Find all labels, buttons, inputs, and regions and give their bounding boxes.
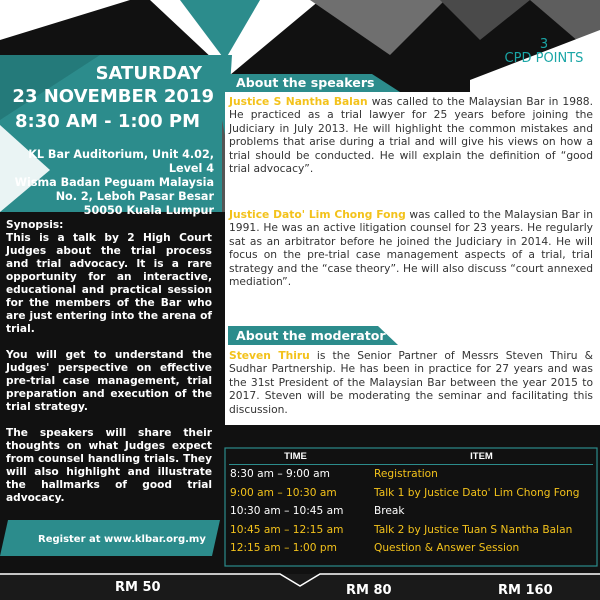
schedule-time: 10:45 am – 12:15 am	[230, 523, 344, 536]
schedule-row	[225, 465, 597, 484]
synopsis-text: This is a talk by 2 High Court Judges about the trial process and trial advocacy. It is a rare opportunity for an interactive, educational and practical session for the members of the Bar who are just entering into the arena of trial.	[6, 232, 212, 335]
schedule-table	[225, 448, 597, 558]
speaker-2-bio	[229, 208, 593, 288]
moderator-bio	[229, 349, 593, 416]
price-3: RM 160	[498, 583, 553, 598]
speaker-1-bio	[229, 95, 593, 175]
schedule-row	[225, 502, 597, 521]
event-day: SATURDAY	[95, 63, 202, 84]
moderator-heading: About the moderator	[236, 328, 386, 343]
speaker-2-text: was called to the Malaysian Bar in 1991. He was an active litigation counsel for 23 years. He regularly sat as an arbitrator before he joined the Judiciary in 2014. He will focus on the pre-trial case management aspects of a trial, trial strategy and the “case theory”. He will also discuss “court annexed mediation”.	[229, 208, 594, 289]
schedule-time: 12:15 am – 1:00 pm	[230, 542, 337, 555]
schedule-row	[225, 521, 597, 540]
speaker-1-name: Justice S Nantha Balan	[229, 95, 368, 108]
price-2: RM 80	[346, 583, 392, 598]
schedule-time: 9:00 am – 10:30 am	[230, 486, 337, 499]
cpd-label: CPD POINTS	[504, 51, 584, 66]
speaker-2-name: Justice Dato' Lim Chong Fong	[229, 208, 406, 221]
register-link[interactable]: Register at www.klbar.org.my	[38, 534, 206, 545]
schedule-item: Question & Answer Session	[374, 542, 520, 555]
schedule-row	[225, 484, 597, 503]
venue-line: Wisma Badan Peguam Malaysia	[14, 176, 214, 189]
synopsis-text: You will get to understand the Judges' perspective on effective pre-trial case management, trial preparation and execution of the trial strategy.	[6, 349, 212, 413]
synopsis-heading: Synopsis:	[6, 219, 64, 231]
event-date: 23 NOVEMBER 2019	[12, 86, 214, 107]
schedule-time: 8:30 am – 9:00 am	[230, 468, 330, 481]
venue-line: No. 2, Leboh Pasar Besar	[55, 190, 214, 203]
synopsis	[6, 219, 212, 518]
schedule-item: Registration	[374, 468, 438, 481]
event-date-block	[0, 63, 222, 135]
price-1: RM 50	[115, 580, 161, 595]
schedule-item: Break	[374, 505, 405, 518]
cpd-points	[470, 38, 600, 66]
speaker-1-text: was called to the Malaysian Bar in 1988. He practiced as a trial lawyer for 25 years before joining the Judiciary in July 2013. He will highlight the common mistakes and problems that arise during a trial and will give his views on how a trial should be conducted. He will explain the definition of “good trial advocacy”.	[229, 95, 593, 176]
schedule-item: Talk 1 by Justice Dato' Lim Chong Fong	[374, 486, 580, 499]
speakers-heading: About the speakers	[236, 75, 375, 90]
synopsis-text: The speakers will share their thoughts on what Judges expect from counsel handling trials. They will also highlight and illustrate the hallmarks of good trial advocacy.	[6, 427, 212, 504]
event-venue	[0, 148, 222, 218]
venue-line: KL Bar Auditorium, Unit 4.02, Level 4	[28, 148, 214, 175]
moderator-text: is the Senior Partner of Messrs Steven Thiru & Sudhar Partnership. He has been in practice for 27 years and was the 31st President of the Malaysian Bar between the year 2015 to 2017. Steven will be moderating the seminar and facilitating this discussion.	[229, 349, 593, 416]
event-time: 8:30 AM - 1:00 PM	[14, 111, 200, 132]
venue-line: 50050 Kuala Lumpur	[83, 204, 214, 217]
cpd-number: 3	[539, 37, 549, 52]
schedule-header-time: TIME	[284, 450, 307, 462]
schedule-header-item: ITEM	[470, 450, 493, 462]
schedule-header	[225, 448, 597, 464]
moderator-name: Steven Thiru	[229, 349, 310, 362]
schedule-time: 10:30 am – 10:45 am	[230, 505, 344, 518]
schedule-row	[225, 539, 597, 558]
schedule-item: Talk 2 by Justice Tuan S Nantha Balan	[374, 523, 573, 536]
